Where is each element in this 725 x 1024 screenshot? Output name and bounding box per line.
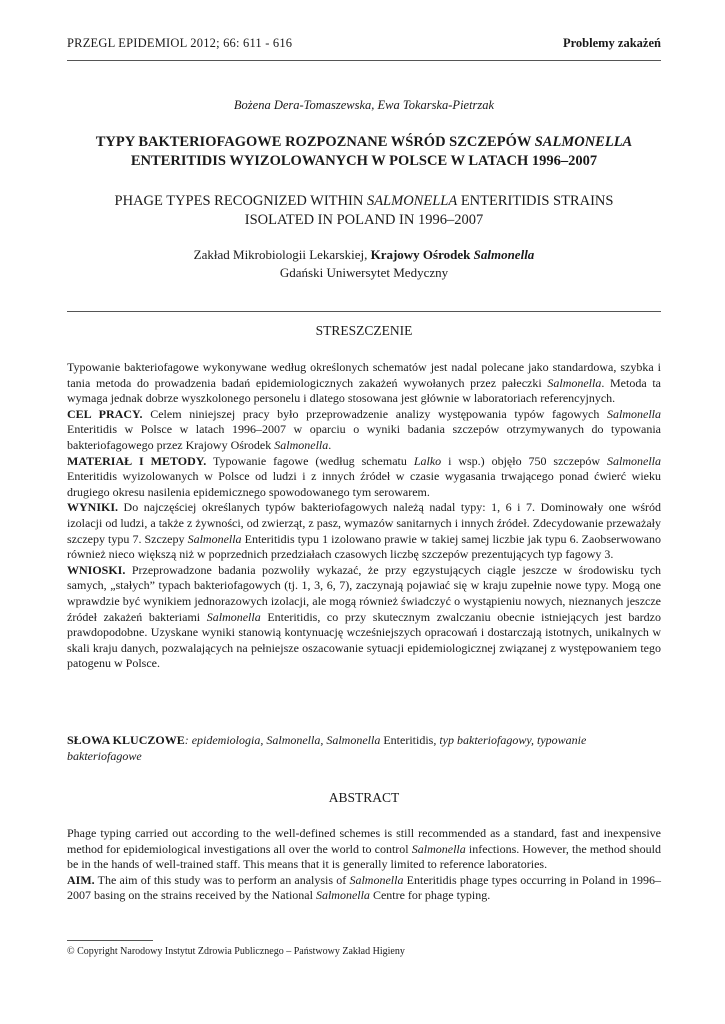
copyright-footnote: © Copyright Narodowy Instytut Zdrowia Publicznego – Państwowy Zakład Higieny xyxy=(67,946,405,957)
footnote-rule xyxy=(67,940,153,941)
abstract-aim: AIM. The aim of this study was to perform an analysis of Salmonella Enteritidis phage types occurring in Poland in 1996–2007 basing on the strains received by the National Salmonella Centre for phage typing. xyxy=(67,872,661,903)
authors: Bożena Dera-Tomaszewska, Ewa Tokarska-Pietrzak xyxy=(233,98,495,112)
streszczenie-heading: STRESZCZENIE xyxy=(315,323,413,338)
abstract-intro: Phage typing carried out according to the well-defined schemes is still recommended as a standard, fast and inexpensive method for epidemiological investigations all over the world to control Salmonella infections. However, the method should be in the hands of well-trained staff. This means that it is generally limited to reference laboratories. xyxy=(67,826,661,872)
title-en-part3: ISOLATED IN POLAND IN 1996–2007 xyxy=(244,212,484,228)
header-rule xyxy=(67,60,661,61)
affiliation xyxy=(67,246,661,282)
affiliation-dept: Zakład Mikrobiologii Lekarskiej, xyxy=(193,247,371,262)
streszczenie-body xyxy=(67,360,661,672)
title-pl-part1: TYPY BAKTERIOFAGOWE ROZPOZNANE WŚRÓD SZCZEPÓW xyxy=(95,134,535,150)
streszczenie-cel: CEL PRACY. Celem niniejszej pracy było przeprowadzenie analizy występowania typów fagowych Salmonella Enteritidis w Polsce w latach 1996–2007 w oparciu o wyniki badania szczepów otrzymywanych do typowania bakteriofagowego przez Krajowy Ośrodek Salmonella. xyxy=(67,406,661,452)
streszczenie-wnioski: WNIOSKI. Przeprowadzone badania pozwoliły wykazać, że przy egzystujących ciągle jeszcze w środowisku tych samych, „stałych” typach bakteriofagowych (tj. 1, 3, 6, 7), zaczynają pojawiać się w kraju zupełnie nowe typy. Mogą one wprawdzie być wynikiem jednorazowych izolacji, ale mogą również świadczyć o wystąpieniu nowych, nieznanych jeszcze źródeł zakażeń bakteriami Salmonella Enteritidis, co przy skutecznym zwalczaniu obecnie istniejących jest bardzo prawdopodobne. Uzyskane wyniki stanowią kontynuację wcześniejszych opracowań i dostarczają istotnych, unikalnych w skali kraju danych, pozwalających na pełniejsze oszacowanie sytuacji epidemiologicznej związanej z występowaniem tego patogenu w Polsce. xyxy=(67,562,661,671)
keywords-label: SŁOWA KLUCZOWE xyxy=(67,733,185,747)
affiliation-centre-italic: Salmonella xyxy=(473,247,535,262)
abstract-heading: ABSTRACT xyxy=(328,790,400,805)
abstract-body xyxy=(67,826,661,904)
title-en-italic: SALMONELLA xyxy=(366,193,458,209)
section-name: Problemy zakażeń xyxy=(562,36,661,50)
affiliation-university: Gdański Uniwersytet Medyczny xyxy=(279,265,449,280)
title-en-part1: PHAGE TYPES RECOGNIZED WITHIN xyxy=(114,193,367,209)
journal-citation: PRZEGL EPIDEMIOL 2012; 66: 611 - 616 xyxy=(67,36,293,50)
keywords: SŁOWA KLUCZOWE: epidemiologia, Salmonella, Salmonella Enteritidis, typ bakteriofagowy, typowanie bakteriofagowe xyxy=(67,733,587,763)
section-rule xyxy=(67,311,661,312)
title-polish xyxy=(67,133,661,171)
streszczenie-metody: MATERIAŁ I METODY. Typowanie fagowe (według schematu Lalko i wsp.) objęło 750 szczepów Salmonella Enteritidis wyizolowanych w Polsce od ludzi i z innych źródeł w czasie wygasania trwającego ponad ćwierć wieku drugiego okresu nasilenia epidemicznego spowodowanego tym serowarem. xyxy=(67,453,661,499)
title-english xyxy=(67,192,661,230)
streszczenie-wyniki: WYNIKI. Do najczęściej określanych typów bakteriofagowych należą nadal typy: 1, 6 i 7. Dominowały one wśród izolacji od ludzi, a także z żywności, od zwierząt, z pasz, wymazów sanitarnych i innych źródeł. Zdecydowanie przeważały szczepy typu 7. Szczepy Salmonella Enteritidis typu 1 izolowano prawie w takiej samej liczbie jak typu 6. Zaobserwowano również nieco większą niż w poprzednich przedziałach czasowych liczbę szczepów prezentujących typ fagowy 3. xyxy=(67,500,661,562)
streszczenie-intro: Typowanie bakteriofagowe wykonywane według określonych schematów jest nadal polecane jako standardowa, szybka i tania metoda do prowadzenia badań epidemiologicznych zakażeń wywołanych przez pałeczki Salmonella. Metoda ta wymaga jednak dobrze wyszkolonego personelu i dlatego stosowana jest głównie w laboratoriach referencyjnych. xyxy=(67,360,661,406)
title-en-part2: ENTERITIDIS STRAINS xyxy=(457,193,614,209)
affiliation-centre: Krajowy Ośrodek xyxy=(370,247,474,262)
title-pl-part2: ENTERITIDIS WYIZOLOWANYCH W POLSCE W LATACH 1996–2007 xyxy=(130,153,598,169)
running-header xyxy=(67,36,661,54)
title-pl-italic: SALMONELLA xyxy=(534,134,633,150)
